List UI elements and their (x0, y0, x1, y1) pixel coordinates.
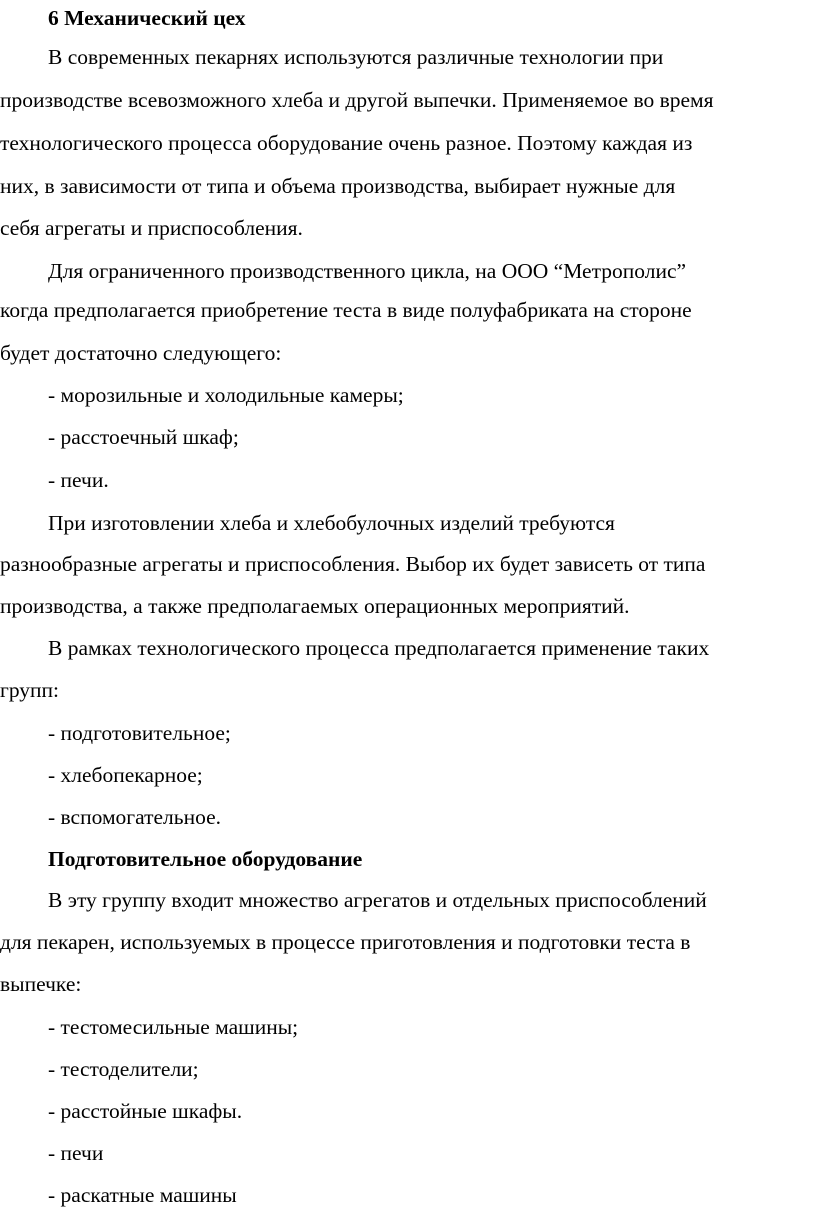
paragraph-line: себя агрегаты и приспособления. (0, 216, 303, 240)
paragraph-line: В рамках технологического процесса предполагается применение таких (48, 636, 710, 660)
paragraph-line: Для ограниченного производственного цикла, на ООО “Метрополис” (48, 259, 687, 283)
paragraph-line: технологического процесса оборудование очень разное. Поэтому каждая из (0, 131, 693, 155)
list-item: - раскатные машины (48, 1183, 237, 1207)
list-item: - вспомогательное. (48, 805, 222, 829)
list-item: - печи (48, 1141, 104, 1165)
paragraph-line: выпечке: (0, 972, 82, 996)
list-item: - расстойные шкафы. (48, 1099, 243, 1123)
list-item: - подготовительное; (48, 721, 231, 745)
paragraph-line: групп: (0, 678, 60, 702)
paragraph-line: будет достаточно следующего: (0, 341, 282, 365)
list-item: - тестоделители; (48, 1057, 199, 1081)
list-item: - печи. (48, 468, 109, 492)
list-item: - морозильные и холодильные камеры; (48, 383, 404, 407)
paragraph-line: При изготовлении хлеба и хлебобулочных изделий требуются (48, 511, 615, 535)
list-item: - расстоечный шкаф; (48, 425, 239, 449)
list-item: - хлебопекарное; (48, 763, 203, 787)
paragraph-line: них, в зависимости от типа и объема производства, выбирает нужные для (0, 174, 676, 198)
list-item: - тестомесильные машины; (48, 1015, 299, 1039)
paragraph-line: В эту группу входит множество агрегатов и отдельных приспособлений (48, 888, 707, 912)
paragraph-line: производства, а также предполагаемых операционных мероприятий. (0, 594, 630, 618)
section-title: 6 Механический цех (48, 6, 246, 30)
paragraph-line: разнообразные агрегаты и приспособления. Выбор их будет зависеть от типа (0, 552, 706, 576)
paragraph-line: В современных пекарнях используются различные технологии при (48, 45, 664, 69)
subheading: Подготовительное оборудование (48, 847, 363, 871)
paragraph-line: когда предполагается приобретение теста в виде полуфабриката на стороне (0, 298, 692, 322)
paragraph-line: производстве всевозможного хлеба и другой выпечки. Применяемое во время (0, 88, 714, 112)
paragraph-line: для пекарен, используемых в процессе приготовления и подготовки теста в (0, 930, 691, 954)
